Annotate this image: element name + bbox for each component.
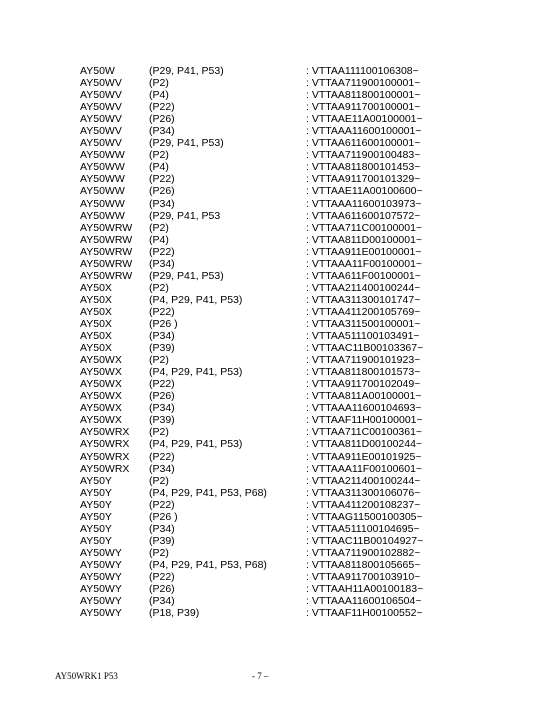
model-cell: AY50Y bbox=[80, 498, 112, 511]
table-row bbox=[80, 306, 540, 318]
table-row bbox=[80, 378, 540, 390]
serial-range-cell: : VTTAA711900100483~ bbox=[306, 149, 421, 162]
table-row bbox=[80, 270, 540, 282]
serial-range-cell: : VTTAAA11600100001~ bbox=[306, 125, 422, 138]
page-ref-cell: (P22) bbox=[149, 570, 175, 583]
serial-range-cell: : VTTAA911E00100001~ bbox=[306, 245, 422, 258]
table-row bbox=[80, 173, 540, 185]
serial-range-cell: : VTTAA411200105769~ bbox=[306, 305, 421, 318]
page-ref-cell: (P22) bbox=[149, 173, 175, 186]
page-ref-cell: (P18, P39) bbox=[149, 607, 200, 620]
table-row bbox=[80, 402, 540, 414]
model-cell: AY50WW bbox=[80, 173, 125, 186]
serial-range-cell: : VTTAAE11A00100600~ bbox=[306, 185, 423, 198]
serial-range-cell: : VTTAA311300101747~ bbox=[306, 293, 421, 306]
model-cell: AY50WRX bbox=[80, 426, 130, 439]
page-ref-cell: (P2) bbox=[149, 474, 169, 487]
table-row bbox=[80, 595, 540, 607]
serial-range-cell: : VTTAA211400100244~ bbox=[306, 281, 421, 294]
model-cell: AY50X bbox=[80, 293, 112, 306]
model-cell: AY50X bbox=[80, 317, 112, 330]
serial-range-cell: : VTTAAC11B00104927~ bbox=[306, 534, 424, 547]
model-cell: AY50WV bbox=[80, 125, 122, 138]
model-cell: AY50WRW bbox=[80, 269, 133, 282]
table-row bbox=[80, 198, 540, 210]
page-ref-cell: (P22) bbox=[149, 245, 175, 258]
table-row bbox=[80, 77, 540, 89]
footer-page-number: - 7 – bbox=[252, 671, 269, 681]
table-row bbox=[80, 354, 540, 366]
table-row bbox=[80, 210, 540, 222]
model-cell: AY50WY bbox=[80, 546, 122, 559]
table-row bbox=[80, 282, 540, 294]
page-ref-cell: (P22) bbox=[149, 305, 175, 318]
serial-range-cell: : VTTAA811800105665~ bbox=[306, 558, 421, 571]
serial-range-cell: : VTTAAA11600104693~ bbox=[306, 402, 422, 415]
page-ref-cell: (P34) bbox=[149, 330, 175, 343]
table-row bbox=[80, 258, 540, 270]
table-row bbox=[80, 475, 540, 487]
serial-range-cell: : VTTAA911E00101925~ bbox=[306, 450, 422, 463]
page-ref-cell: (P22) bbox=[149, 498, 175, 511]
page-ref-cell: (P34) bbox=[149, 595, 175, 608]
model-cell: AY50WRW bbox=[80, 233, 133, 246]
table-row bbox=[80, 451, 540, 463]
model-cell: AY50WX bbox=[80, 414, 122, 427]
table-row bbox=[80, 499, 540, 511]
serial-range-cell: : VTTAA911700103910~ bbox=[306, 570, 421, 583]
table-row bbox=[80, 149, 540, 161]
serial-range-cell: : VTTAAE11A00100001~ bbox=[306, 113, 423, 126]
serial-range-cell: : VTTAA711900100001~ bbox=[306, 77, 421, 90]
table-row bbox=[80, 161, 540, 173]
model-cell: AY50WV bbox=[80, 113, 122, 126]
serial-range-cell: : VTTAAF11H00100552~ bbox=[306, 607, 423, 620]
model-cell: AY50X bbox=[80, 281, 112, 294]
serial-range-cell: : VTTAA511100104695~ bbox=[306, 522, 420, 535]
model-cell: AY50WW bbox=[80, 197, 125, 210]
page-ref-cell: (P39) bbox=[149, 534, 175, 547]
table-row bbox=[80, 234, 540, 246]
model-cell: AY50X bbox=[80, 342, 112, 355]
model-cell: AY50Y bbox=[80, 474, 112, 487]
page-ref-cell: (P4) bbox=[149, 161, 169, 174]
page-ref-cell: (P29, P41, P53) bbox=[149, 269, 224, 282]
serial-range-cell: : VTTAA811800101573~ bbox=[306, 366, 421, 379]
serial-range-cell: : VTTAA811D00100244~ bbox=[306, 438, 423, 451]
serial-range-cell: : VTTAA711C00100001~ bbox=[306, 221, 423, 234]
page-ref-cell: (P29, P41, P53) bbox=[149, 137, 224, 150]
page-ref-cell: (P2) bbox=[149, 546, 169, 559]
page-ref-cell: (P4, P29, P41, P53, P68) bbox=[149, 558, 267, 571]
table-row bbox=[80, 366, 540, 378]
page-ref-cell: (P39) bbox=[149, 342, 175, 355]
serial-range-cell: : VTTAA511100103491~ bbox=[306, 330, 420, 343]
model-cell: AY50Y bbox=[80, 534, 112, 547]
serial-number-table bbox=[80, 65, 540, 619]
serial-range-cell: : VTTAA411200108237~ bbox=[306, 498, 421, 511]
page-ref-cell: (P34) bbox=[149, 462, 175, 475]
page-ref-cell: (P26) bbox=[149, 113, 175, 126]
page-ref-cell: (P29, P41, P53) bbox=[149, 65, 224, 77]
page-ref-cell: (P39) bbox=[149, 414, 175, 427]
page-ref-cell: (P26 ) bbox=[149, 510, 178, 523]
serial-range-cell: : VTTAA211400100244~ bbox=[306, 474, 421, 487]
footer-document-code: AY50WRK1 P53 bbox=[55, 671, 118, 681]
serial-range-cell: : VTTAA811800100001~ bbox=[306, 89, 421, 102]
table-row bbox=[80, 547, 540, 559]
model-cell: AY50WX bbox=[80, 402, 122, 415]
model-cell: AY50WW bbox=[80, 161, 125, 174]
table-row bbox=[80, 571, 540, 583]
page-ref-cell: (P2) bbox=[149, 426, 169, 439]
serial-range-cell: : VTTAA711900102882~ bbox=[306, 546, 421, 559]
model-cell: AY50WW bbox=[80, 185, 125, 198]
serial-range-cell: : VTTAAA11F00100001~ bbox=[306, 257, 423, 270]
model-cell: AY50Y bbox=[80, 486, 112, 499]
table-row bbox=[80, 137, 540, 149]
table-row bbox=[80, 414, 540, 426]
page-ref-cell: (P2) bbox=[149, 77, 169, 90]
page-ref-cell: (P22) bbox=[149, 450, 175, 463]
page-ref-cell: (P4, P29, P41, P53, P68) bbox=[149, 486, 267, 499]
page-ref-cell: (P2) bbox=[149, 221, 169, 234]
page-ref-cell: (P29, P41, P53 bbox=[149, 209, 221, 222]
model-cell: AY50Y bbox=[80, 522, 112, 535]
model-cell: AY50WY bbox=[80, 558, 122, 571]
serial-range-cell: : VTTAA811D00100001~ bbox=[306, 233, 423, 246]
model-cell: AY50WX bbox=[80, 354, 122, 367]
model-cell: AY50W bbox=[80, 65, 115, 77]
model-cell: AY50WRX bbox=[80, 450, 130, 463]
serial-range-cell: : VTTAA911700102049~ bbox=[306, 378, 421, 391]
table-row bbox=[80, 113, 540, 125]
page-ref-cell: (P34) bbox=[149, 522, 175, 535]
table-row bbox=[80, 523, 540, 535]
table-row bbox=[80, 89, 540, 101]
model-cell: AY50WX bbox=[80, 390, 122, 403]
table-row bbox=[80, 438, 540, 450]
table-row bbox=[80, 511, 540, 523]
model-cell: AY50WV bbox=[80, 137, 122, 150]
model-cell: AY50Y bbox=[80, 510, 112, 523]
model-cell: AY50WY bbox=[80, 583, 122, 596]
table-row bbox=[80, 222, 540, 234]
table-row bbox=[80, 342, 540, 354]
serial-range-cell: : VTTAA911700101329~ bbox=[306, 173, 421, 186]
page-ref-cell: (P26) bbox=[149, 390, 175, 403]
page-ref-cell: (P26) bbox=[149, 185, 175, 198]
serial-range-cell: : VTTAA311500100001~ bbox=[306, 317, 421, 330]
model-cell: AY50WRW bbox=[80, 221, 133, 234]
serial-range-cell: : VTTAAF11H00100001~ bbox=[306, 414, 423, 427]
serial-range-cell: : VTTAA811800101453~ bbox=[306, 161, 421, 174]
serial-range-cell: : VTTAA611600107572~ bbox=[306, 209, 421, 222]
table-row bbox=[80, 125, 540, 137]
model-cell: AY50WY bbox=[80, 607, 122, 620]
page-ref-cell: (P34) bbox=[149, 125, 175, 138]
model-cell: AY50WRX bbox=[80, 462, 130, 475]
model-cell: AY50WRW bbox=[80, 257, 133, 270]
serial-range-cell: : VTTAA911700100001~ bbox=[306, 101, 421, 114]
table-row bbox=[80, 487, 540, 499]
page-ref-cell: (P2) bbox=[149, 354, 169, 367]
model-cell: AY50X bbox=[80, 305, 112, 318]
serial-range-cell: : VTTAA611F00100001~ bbox=[306, 269, 421, 282]
serial-range-cell: : VTTAA311300106076~ bbox=[306, 486, 421, 499]
page-ref-cell: (P34) bbox=[149, 257, 175, 270]
serial-range-cell: : VTTAAA11F00100601~ bbox=[306, 462, 423, 475]
table-row bbox=[80, 583, 540, 595]
table-row bbox=[80, 390, 540, 402]
page-ref-cell: (P4) bbox=[149, 89, 169, 102]
serial-range-cell: : VTTAAG11500100305~ bbox=[306, 510, 423, 523]
table-row bbox=[80, 426, 540, 438]
model-cell: AY50WW bbox=[80, 149, 125, 162]
serial-range-cell: : VTTAA711900101923~ bbox=[306, 354, 421, 367]
page-ref-cell: (P2) bbox=[149, 281, 169, 294]
serial-range-cell: : VTTAA611600100001~ bbox=[306, 137, 421, 150]
serial-range-cell: : VTTAAA11600106504~ bbox=[306, 595, 422, 608]
model-cell: AY50WV bbox=[80, 101, 122, 114]
serial-range-cell: : VTTAAC11B00103367~ bbox=[306, 342, 424, 355]
table-row bbox=[80, 246, 540, 258]
model-cell: AY50WV bbox=[80, 89, 122, 102]
table-row bbox=[80, 535, 540, 547]
page-ref-cell: (P4, P29, P41, P53) bbox=[149, 293, 243, 306]
model-cell: AY50WRW bbox=[80, 245, 133, 258]
page-ref-cell: (P22) bbox=[149, 378, 175, 391]
table-row bbox=[80, 463, 540, 475]
model-cell: AY50WV bbox=[80, 77, 122, 90]
serial-range-cell: : VTTAA811A00100001~ bbox=[306, 390, 422, 403]
table-row bbox=[80, 185, 540, 197]
serial-range-cell: : VTTAA711C00100361~ bbox=[306, 426, 423, 439]
model-cell: AY50WY bbox=[80, 570, 122, 583]
page-ref-cell: (P26) bbox=[149, 583, 175, 596]
serial-range-cell: : VTTAA111100106308~ bbox=[306, 65, 419, 77]
page-ref-cell: (P2) bbox=[149, 149, 169, 162]
table-row bbox=[80, 559, 540, 571]
model-cell: AY50WY bbox=[80, 595, 122, 608]
table-row bbox=[80, 294, 540, 306]
table-row bbox=[80, 101, 540, 113]
table-row bbox=[80, 330, 540, 342]
page-ref-cell: (P4) bbox=[149, 233, 169, 246]
page-ref-cell: (P4, P29, P41, P53) bbox=[149, 366, 243, 379]
page-ref-cell: (P34) bbox=[149, 197, 175, 210]
table-row bbox=[80, 318, 540, 330]
page-ref-cell: (P26 ) bbox=[149, 317, 178, 330]
model-cell: AY50WX bbox=[80, 366, 122, 379]
model-cell: AY50WRX bbox=[80, 438, 130, 451]
model-cell: AY50WX bbox=[80, 378, 122, 391]
page-ref-cell: (P22) bbox=[149, 101, 175, 114]
table-row bbox=[80, 65, 540, 77]
model-cell: AY50X bbox=[80, 330, 112, 343]
serial-range-cell: : VTTAAH11A00100183~ bbox=[306, 583, 424, 596]
page-ref-cell: (P4, P29, P41, P53) bbox=[149, 438, 243, 451]
page-ref-cell: (P34) bbox=[149, 402, 175, 415]
serial-range-cell: : VTTAAA11600103973~ bbox=[306, 197, 422, 210]
model-cell: AY50WW bbox=[80, 209, 125, 222]
table-row bbox=[80, 607, 540, 619]
